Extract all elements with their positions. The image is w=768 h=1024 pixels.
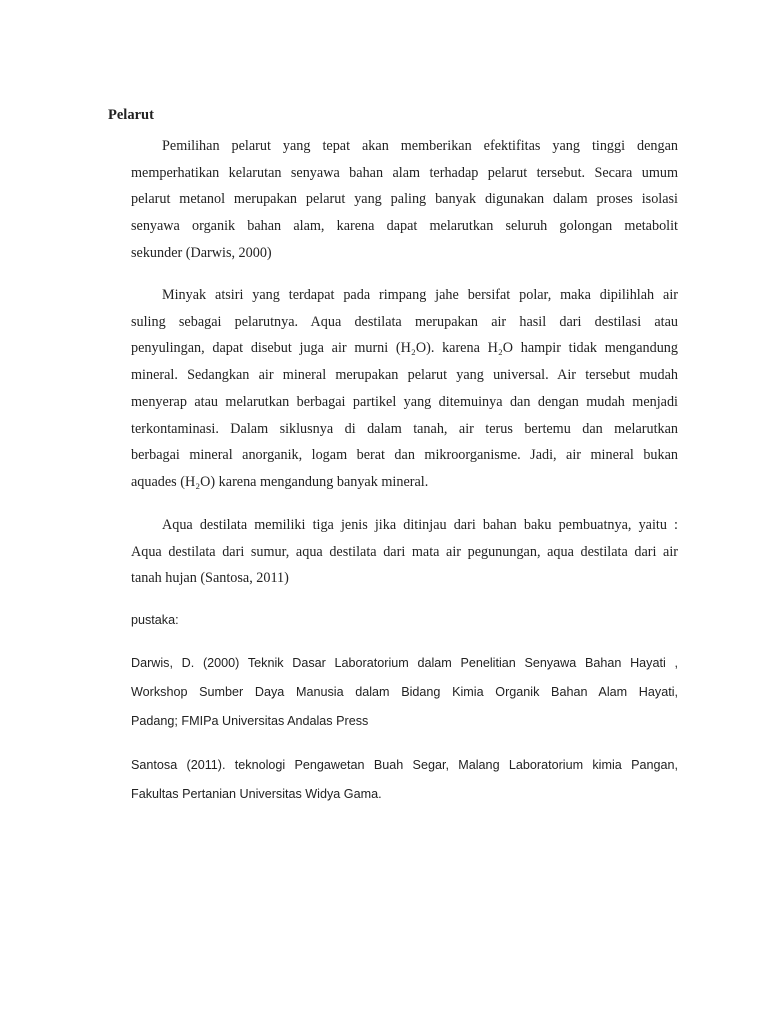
references-label: pustaka:	[131, 613, 179, 627]
paragraph-line: suling sebagai pelarutnya. Aqua destilata merupakan air hasil dari destilasi atau	[131, 313, 678, 330]
paragraph-line: Aqua destilata dari sumur, aqua destilata dari mata air pegunungan, aqua destilata dari air	[131, 543, 678, 560]
reference-line: Fakultas Pertanian Universitas Widya Gama.	[131, 787, 382, 801]
paragraph-line: senyawa organik bahan alam, karena dapat melarutkan seluruh golongan metabolit	[131, 218, 678, 235]
paragraph-line: Aqua destilata memiliki tiga jenis jika ditinjau dari bahan baku pembuatnya, yaitu :	[162, 517, 678, 533]
paragraph-line: berbagai mineral anorganik, logam berat dan mikroorganisme. Jadi, air mineral bukan	[131, 447, 678, 464]
paragraph-line: Minyak atsiri yang terdapat pada rimpang jahe bersifat polar, maka dipilihlah air	[162, 287, 678, 303]
paragraph-line: terkontaminasi. Dalam siklusnya di dalam tanah, air terus bertemu dan melarutkan	[131, 420, 678, 437]
reference-line: Padang; FMIPa Universitas Andalas Press	[131, 714, 369, 728]
paragraph-line: aquades (H₂O) karena mengandung banyak mineral.	[131, 473, 429, 490]
paragraph-line: memperhatikan kelarutan senyawa bahan alam terhadap pelarut tersebut. Secara umum	[131, 164, 678, 181]
section-heading: Pelarut	[108, 107, 154, 123]
paragraph-line: menyerap atau melarutkan berbagai partikel yang ditemuinya dan dengan mudah menjadi	[131, 393, 678, 410]
reference-line: Santosa (2011). teknologi Pengawetan Buah Segar, Malang Laboratorium kimia Pangan,	[131, 758, 678, 772]
reference-line: Darwis, D. (2000) Teknik Dasar Laboratorium dalam Penelitian Senyawa Bahan Hayati ,	[131, 656, 678, 670]
paragraph-line: mineral. Sedangkan air mineral merupakan pelarut yang universal. Air tersebut mudah	[131, 367, 678, 384]
paragraph-line: Pemilihan pelarut yang tepat akan memberikan efektifitas yang tinggi dengan	[162, 138, 678, 154]
paragraph-line: pelarut metanol merupakan pelarut yang paling banyak digunakan dalam proses isolasi	[131, 191, 678, 208]
paragraph-line: sekunder (Darwis, 2000)	[131, 244, 272, 261]
paragraph-line: penyulingan, dapat disebut juga air murni (H₂O). karena H₂O hampir tidak mengandung	[131, 340, 678, 357]
reference-line: Workshop Sumber Daya Manusia dalam Bidang Kimia Organik Bahan Alam Hayati,	[131, 685, 678, 699]
paragraph-line: tanah hujan (Santosa, 2011)	[131, 570, 289, 587]
